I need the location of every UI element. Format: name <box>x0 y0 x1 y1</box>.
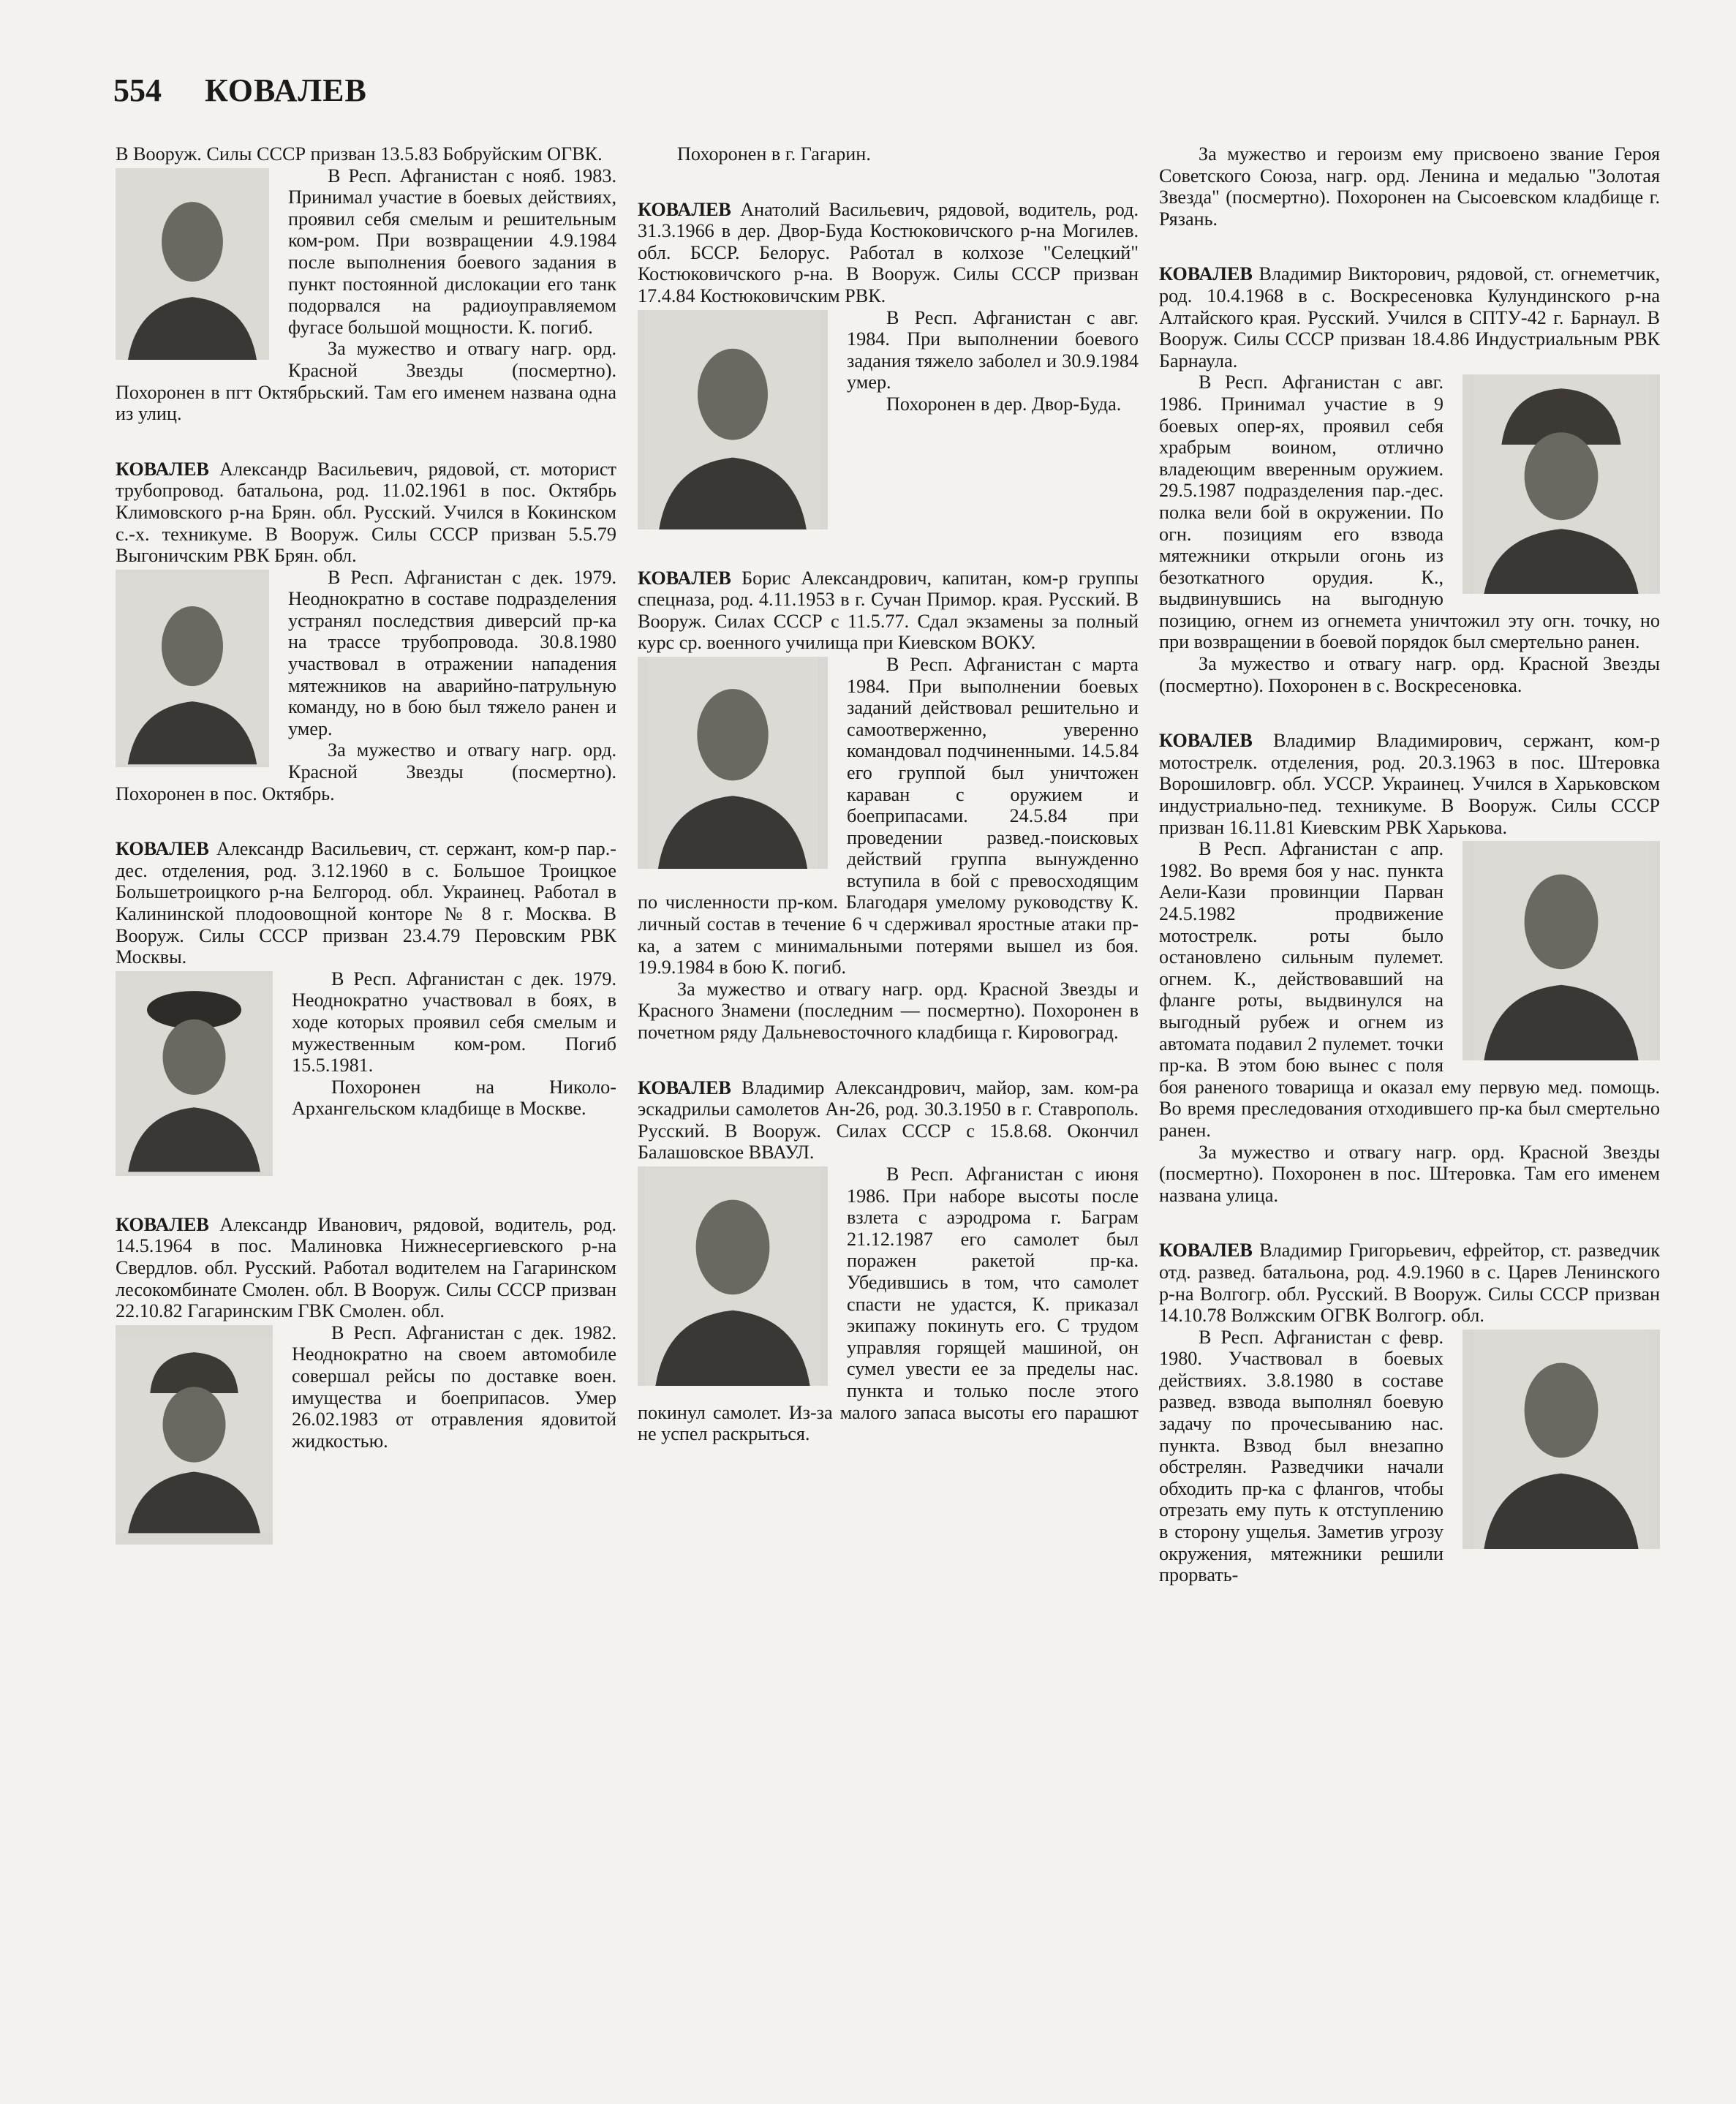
entry-5 <box>638 568 1139 1044</box>
entry-name: КОВАЛЕВ <box>116 1213 209 1235</box>
entry-body: В Респ. Афганистан с дек. 1979. Неоднократно в составе подразделения устранял последствия диверсий пр-ка на трассе трубопровода. 30.8.1980 участвовал в отражении нападения мятежников на аварийно-патрульную команду, но в бою был тяжело ранен и умер. <box>288 566 616 739</box>
entry-head: Анатолий Васильевич, рядовой, водитель, род. 31.3.1966 в дер. Двор-Буда Костюковичского р-на Могилев. обл. БССР. Белорус. Работал в колхозе "Селецкий" Костюковичского р-на. В Вооруж. Силы СССР призван 17.4.84 Костюковичским РВК. <box>638 198 1139 306</box>
portrait-photo <box>638 1166 828 1386</box>
portrait-photo <box>638 310 828 529</box>
page-number: 554 <box>113 72 162 108</box>
entry-name: КОВАЛЕВ <box>1159 263 1253 285</box>
entry-body: В Респ. Афганистан с авг. 1984. При выполнении боевого задания тяжело заболел и 30.9.1984 умер. <box>847 306 1139 393</box>
entry-head: Александр Иванович, рядовой, водитель, род. 14.5.1964 в пос. Малиновка Нижнесергиевского р-на Свердлов. обл. Русский. Работал водителем на Гагаринском лесокомбинате Смолен. обл. В Вооруж. Силы СССР призван 22.10.82 Гагаринским ГВК Смолен. обл. <box>116 1213 616 1322</box>
entry-body: Похоронен на Николо-Архангельском кладбище в Москве. <box>292 1076 616 1120</box>
entry-8 <box>1159 730 1660 1206</box>
entry-head: Владимир Григорьевич, ефрейтор, ст. разведчик отд. развед. батальона, род. 4.9.1960 в с. Царев Ленинского р-на Волгогр. обл. Русский. В Вооруж. Силы СССР призван 14.10.78 Волжским ОГВК Волгогр. обл. <box>1159 1240 1660 1327</box>
entry-body: В Респ. Афганистан с нояб. 1983. Принимал участие в боевых действиях, проявил себя смелым и решительным ком-ром. При возвращении 4.9.1984 после выполнения боевого задания в пункт постоянной дислокации его танк подорвался на радиоуправляемом фугасе большой мощности. К. погиб. <box>288 165 616 338</box>
entry-3-continued <box>638 143 1139 165</box>
entry-body: Похоронен в дер. Двор-Буда. <box>886 393 1122 415</box>
entry-body: За мужество и отвагу нагр. орд. Красной Звезды (посмертно). Похоронен в пос. Штеровка. Там его именем названа улица. <box>1159 1141 1660 1206</box>
entry-head: Владимир Александрович, майор, зам. ком-ра эскадрильи самолетов Ан-26, род. 30.3.1950 в г. Ставрополь. Русский. В Вооруж. Силах СССР с 15.8.68. Окончил Балашовское ВВАУЛ. <box>638 1076 1139 1164</box>
entry-head: Александр Васильевич, ст. сержант, ком-р пар.-дес. отделения, род. 3.12.1960 в с. Большое Троицкое Большетроицкого р-на Белгород. обл. Украинец. Работал в Калининской плодоовощной конторе № 8 г. Москва. В Вооруж. Силы СССР призван 23.4.79 Перовским РВК Москвы. <box>116 838 616 968</box>
entry-body: В Респ. Афганистан с авг. 1986. Принимал участие в 9 боевых опер-ях, проявил себя храбрым воином, отлично владеющим вверенным оружием. 29.5.1987 подразделения пар.-дес. полка вели бой в окружении. По огн. позициям его взвода мятежники открыли огонь из безоткатного орудия. К., выдвинувшись на выгодную позицию, огнем из огнемета уничтожил эту огн. точку, но при возвращении в боевой порядок был смертельно ранен. <box>1159 372 1660 653</box>
entry-1 <box>116 459 616 805</box>
entry-body: В Респ. Афганистан с июня 1986. При наборе высоты после взлета с аэродрома г. Баграм 21.12.1987 его самолет был поражен ракетой пр-ка. Убедившись в том, что самолет спасти не удастся, К. приказал экипажу покинуть его. С трудом управляя горящей машиной, он сумел увести ее за пределы нас. пункта и только после этого покинул самолет. Из-за малого запаса высоты его парашют не успел раскрыться. <box>638 1164 1139 1445</box>
entry-body: В Респ. Афганистан с дек. 1979. Неоднократно участвовал в боях, в ходе которых проявил себя смелым и мужественным ком-ром. Погиб 15.5.1981. <box>292 968 616 1076</box>
entry-body: За мужество и героизм ему присвоено звание Героя Советского Союза, нагр. орд. Ленина и медалью "Золотая Звезда" (посмертно). Похоронен на Сысоевском кладбище г. Рязань. <box>1159 143 1660 230</box>
entry-6 <box>638 1077 1139 1445</box>
entry-name: КОВАЛЕВ <box>1159 1240 1253 1262</box>
portrait-photo <box>116 168 269 360</box>
entry-head: Владимир Викторович, рядовой, ст. огнеметчик, род. 10.4.1968 в с. Воскресеновка Кулундинского р-на Алтайского края. Русский. Учился в СПТУ-42 г. Барнаул. В Вооруж. Силы СССР призван 18.4.86 Индустриальным РВК Барнаула. <box>1159 263 1660 372</box>
column-2 <box>638 143 1139 1445</box>
entry-3 <box>116 1214 616 1549</box>
entry-body: За мужество и отвагу нагр. орд. Красной Звезды и Красного Знамени (последним — посмертно). Похоронен в почетном ряду Дальневосточного кладбища г. Кировоград. <box>638 978 1139 1044</box>
entry-body: В Респ. Афганистан с марта 1984. При выполнении боевых заданий действовал решительно и самоотверженно, уверенно командовал подчиненными. 14.5.84 его группой был уничтожен караван с оружием и боеприпасами. 24.5.84 при проведении развед.-поисковых действий группа вынужденно вступила в бой с превосходящим по численности пр-ком. Благодаря умелому руководству К. личный состав в течение 6 ч сдерживал яростные атаки пр-ка, а затем с минимальными потерями вышел из боя. 19.9.1984 в бою К. погиб. <box>638 653 1139 979</box>
portrait-photo <box>638 657 828 869</box>
portrait-photo <box>1463 841 1660 1060</box>
portrait-photo <box>116 570 269 767</box>
entry-name: КОВАЛЕВ <box>1159 730 1253 752</box>
entry-body: В Респ. Афганистан с апр. 1982. Во время боя у нас. пункта Аели-Кази провинции Парван 24.5.1982 продвижение мотострелк. роты было остановлено сильным пулемет. огнем. К., действовавший на фланге роты, выдвинулся на выгодный рубеж и огнем из автомата подавил 2 пулемет. точки пр-ка. В этом бою вынес с поля боя раненого товарища и оказал ему первую мед. помощь. Во время преследования отходившего пр-ка был смертельно ранен. <box>1159 838 1660 1141</box>
entry-name: КОВАЛЕВ <box>116 458 209 480</box>
entry-4 <box>638 199 1139 534</box>
entry-2 <box>116 838 616 1180</box>
entry-body: В Респ. Афганистан с дек. 1982. Неоднократно на своем автомобиле совершал рейсы по доставке воен. имущества и боеприпасов. Умер 26.02.1983 от отравления ядовитой жидкостью. <box>292 1321 616 1452</box>
entry-body: За мужество и отвагу нагр. орд. Красной Звезды (посмертно). Похоронен в пос. Октябрь. <box>116 739 616 804</box>
portrait-photo <box>116 971 273 1176</box>
entry-9 <box>1159 1240 1660 1586</box>
entry-name: КОВАЛЕВ <box>116 838 209 860</box>
entry-body: За мужество и отвагу нагр. орд. Красной Звезды (посмертно). Похоронен в пгт Октябрьский. Там его именем названа одна из улиц. <box>116 338 616 425</box>
entry-body: За мужество и отвагу нагр. орд. Красной Звезды (посмертно). Похоронен в с. Воскресеновка. <box>1159 653 1660 696</box>
portrait-photo <box>116 1325 273 1545</box>
running-head: КОВАЛЕВ <box>205 72 367 108</box>
column-1 <box>116 143 616 1549</box>
portrait-photo <box>1463 1330 1660 1549</box>
column-3 <box>1159 143 1660 1586</box>
entry-head: В Вооруж. Силы СССР призван 13.5.83 Бобруйским ОГВК. <box>116 143 603 165</box>
entry-name: КОВАЛЕВ <box>638 567 731 589</box>
entry-name: КОВАЛЕВ <box>638 1076 731 1098</box>
entry-0 <box>116 143 616 425</box>
entry-7 <box>1159 263 1660 696</box>
entry-6-continued <box>1159 143 1660 230</box>
entry-head: Владимир Владимирович, сержант, ком-р мотострелк. отделения, род. 20.3.1963 в пос. Штеровка Ворошиловгр. обл. УССР. Украинец. Учился в Харьковском индустриально-пед. техникуме. В Вооруж. Силы СССР призван 16.11.81 Киевским РВК Харькова. <box>1159 730 1660 838</box>
entry-body: Похоронен в г. Гагарин. <box>677 143 871 165</box>
entry-head: Александр Васильевич, рядовой, ст. моторист трубопровод. батальона, род. 11.02.1961 в пос. Октябрь Климовского р-на Брян. обл. Русский. Учился в Кокинском с.-х. техникуме. В Вооруж. Силы СССР призван 5.5.79 Выгоничским РВК Брян. обл. <box>116 458 616 567</box>
portrait-photo <box>1463 374 1660 594</box>
entry-head: Борис Александрович, капитан, ком-р группы спецназа, род. 4.11.1953 в г. Сучан Примор. края. Русский. В Вооруж. Силах СССР с 11.5.77. Сдал экзамены за полный курс ср. военного училища при Киевском ВОКУ. <box>638 567 1139 654</box>
entry-body: В Респ. Афганистан с февр. 1980. Участвовал в боевых действиях. 3.8.1980 в составе развед. взвода выполнял боевую задачу по прочесыванию нас. пункта. Взвод был внезапно обстрелян. Разведчики начали обходить пр-ка с флангов, чтобы отрезать ему путь к отступлению в сторону ущелья. Заметив угрозу окружения, мятежники решили прорвать- <box>1159 1326 1443 1586</box>
entry-name: КОВАЛЕВ <box>638 198 731 220</box>
running-header <box>113 72 367 109</box>
